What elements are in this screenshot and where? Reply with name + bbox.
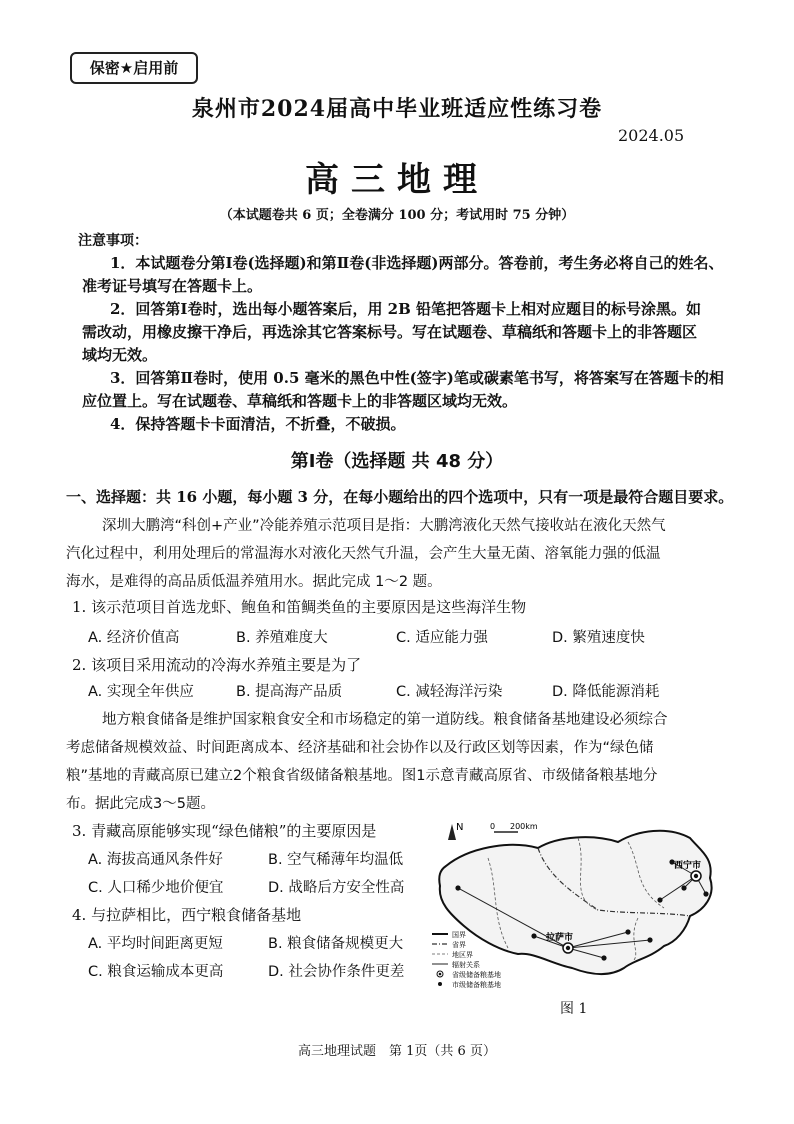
passage-line: 海水，是难得的高品质低温养殖用水。据此完成 1～2 题。	[66, 574, 442, 590]
q4-option-d: D. 社会协作条件更差	[268, 964, 405, 980]
exam-date: 2024.05	[618, 126, 685, 145]
north-label: N	[456, 822, 464, 833]
q4-option-a: A. 平均时间距离更短	[88, 936, 223, 952]
exam-title: 泉州市2024届高中毕业班适应性练习卷	[191, 96, 603, 122]
notice-line: 2．回答第Ⅰ卷时，选出每小题答案后，用 2B 铅笔把答题卡上相对应题目的标号涂黑。如	[110, 300, 702, 318]
part1-heading: 第Ⅰ卷（选择题 共 48 分）	[290, 451, 504, 472]
passage-line: 地方粮食储备是维护国家粮食安全和市场稳定的第一道防线。粮食储备基地建设必须综合	[102, 712, 668, 728]
section-heading: 一、选择题：共 16 小题，每小题 3 分，在每小题给出的四个选项中，只有一项是最符合题目要求。	[66, 488, 734, 506]
legend-city-base: 市级储备粮基地	[452, 981, 501, 989]
scale-label: 200km	[510, 822, 538, 831]
question-1-stem: 1. 该示范项目首选龙虾、鲍鱼和笛鲷类鱼的主要原因是这些海洋生物	[72, 598, 527, 616]
subject-title: 高三地理	[305, 160, 489, 200]
question-4-stem: 4. 与拉萨相比，西宁粮食储备基地	[72, 906, 302, 924]
q4-option-c: C. 粮食运输成本更高	[88, 964, 224, 980]
notice-line: 1．本试题卷分第Ⅰ卷(选择题)和第Ⅱ卷(非选择题)两部分。答卷前，考生务必将自己的姓名、	[110, 254, 724, 272]
notice-line: 4．保持答题卡卡面清洁，不折叠，不破损。	[110, 415, 406, 433]
q3-option-c: C. 人口稀少地价便宜	[88, 880, 224, 896]
notice-line: 3．回答第Ⅱ卷时，使用 0.5 毫米的黑色中性(签字)笔或碳素笔书写，将答案写在答题卡的相	[110, 369, 724, 387]
q3-option-b: B. 空气稀薄年均温低	[268, 852, 404, 868]
legend-national-border: 国界	[452, 931, 466, 939]
q2-option-b: B. 提高海产品质	[236, 684, 343, 700]
passage-line: 考虑储备规模效益、时间距离成本、经济基础和社会协作以及行政区划等因素，作为“绿色储	[66, 740, 654, 756]
svg-text:0: 0	[490, 822, 496, 831]
q2-option-d: D. 降低能源消耗	[552, 684, 660, 700]
notice-body	[82, 252, 742, 436]
notice-line: 准考证号填写在答题卡上。	[82, 277, 263, 295]
page-footer: 高三地理试题 第 1页（共 6 页）	[298, 1044, 496, 1059]
q1-option-c: C. 适应能力强	[396, 630, 488, 646]
plateau-outline	[439, 831, 711, 974]
q1-option-d: D. 繁殖速度快	[552, 630, 645, 646]
question-3-stem: 3. 青藏高原能够实现“绿色储粮”的主要原因是	[72, 822, 377, 840]
notice-heading: 注意事项：	[78, 233, 148, 249]
passage-2	[66, 706, 746, 818]
north-arrow-icon	[448, 822, 463, 840]
passage-line: 粮”基地的青藏高原已建立2个粮食省级储备粮基地。图1示意青藏高原省、市级储备粮基地分	[66, 768, 658, 784]
q1-option-b: B. 养殖难度大	[236, 630, 328, 646]
legend-provincial-base: 省级储备粮基地	[452, 971, 501, 979]
notice-line: 应位置上。写在试题卷、草稿纸和答题卡上的非答题区域均无效。	[82, 392, 518, 410]
question-2-stem: 2. 该项目采用流动的冷海水养殖主要是为了	[72, 656, 362, 674]
q3-option-a: A. 海拔高通风条件好	[88, 852, 223, 868]
q4-option-b: B. 粮食储备规模更大	[268, 936, 404, 952]
lhasa-label: 拉萨市	[546, 933, 574, 943]
confidential-stamp: 保密★启用前	[70, 52, 198, 84]
passage-line: 汽化过程中，利用处理后的常温海水对液化天然气升温，会产生大量无菌、溶氧能力强的低温	[66, 546, 661, 562]
legend-radiation: 辐射关系	[452, 961, 480, 969]
q3-option-d: D. 战略后方安全性高	[268, 880, 405, 896]
q1-option-a: A. 经济价值高	[88, 630, 180, 646]
passage-1	[66, 512, 746, 596]
notice-line: 域均无效。	[82, 346, 158, 364]
exam-info: （本试题卷共 6 页；全卷满分 100 分；考试用时 75 分钟）	[219, 208, 575, 223]
q2-option-c: C. 减轻海洋污染	[396, 684, 503, 700]
passage-line: 深圳大鹏湾“科创+产业”冷能养殖示范项目是指：大鹏湾液化天然气接收站在液化天然气	[102, 518, 666, 534]
q2-option-a: A. 实现全年供应	[88, 684, 194, 700]
qinghai-tibet-map	[428, 818, 728, 1006]
passage-line: 布。据此完成3～5题。	[66, 796, 215, 812]
notice-line: 需改动，用橡皮擦干净后，再选涂其它答案标号。写在试题卷、草稿纸和答题卡上的非答题区	[82, 323, 698, 341]
legend-district-border: 地区界	[452, 951, 473, 959]
figure-caption: 图 1	[560, 1001, 588, 1017]
scale-bar	[490, 822, 538, 832]
xining-label: 西宁市	[674, 861, 702, 871]
legend-province-border: 省界	[452, 941, 466, 949]
